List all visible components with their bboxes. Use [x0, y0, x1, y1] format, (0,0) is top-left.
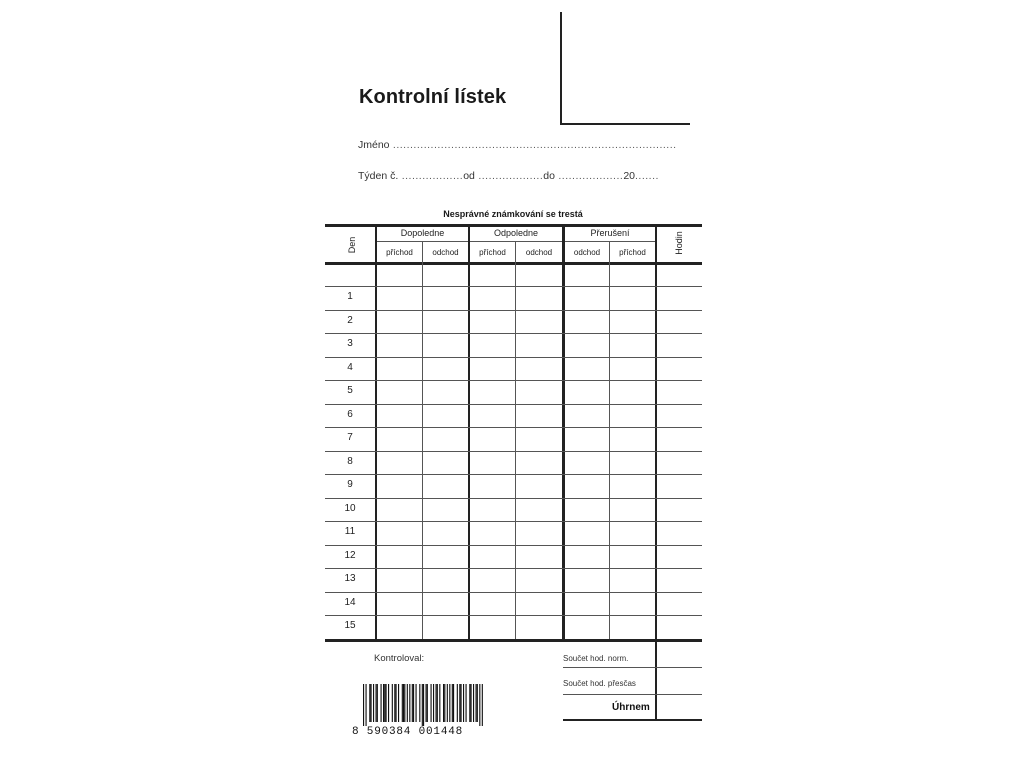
- hours-column-header: Hodin: [674, 231, 684, 255]
- row-line: [325, 615, 702, 616]
- week-field: Týden č. ..................od ...................do ...................20.......: [358, 170, 659, 182]
- name-label: Jméno: [358, 139, 390, 151]
- subheader-arrival: příchod: [386, 248, 413, 257]
- barcode-bar: [383, 684, 384, 722]
- row-line: [325, 404, 702, 405]
- name-field: [358, 139, 677, 151]
- barcode-bar: [437, 684, 438, 722]
- col-line-hours: [655, 226, 657, 720]
- barcode-bar: [477, 684, 478, 722]
- barcode-bar: [407, 684, 408, 722]
- barcode-bar: [439, 684, 440, 722]
- barcode-bar: [386, 684, 387, 722]
- barcode-bar: [443, 684, 444, 722]
- barcode-bar: [457, 684, 458, 722]
- col-line: [468, 226, 470, 640]
- day-number: 13: [344, 573, 356, 584]
- row-line: [325, 451, 702, 452]
- barcode-bar: [396, 684, 397, 722]
- group-header-afternoon: Odpoledne: [493, 228, 539, 238]
- document-title: Kontrolní lístek: [359, 86, 507, 108]
- subheader-arrival: příchod: [619, 248, 646, 257]
- corner-mark-horizontal: [560, 123, 690, 125]
- barcode-bar: [404, 684, 405, 722]
- day-number: 11: [344, 526, 356, 537]
- barcode-bar: [394, 684, 395, 722]
- group-header-morning: Dopoledne: [400, 228, 445, 238]
- barcode-bar: [453, 684, 454, 722]
- subheader-departure: odchod: [525, 248, 553, 257]
- barcode-image: [363, 684, 483, 726]
- day-number: 14: [344, 597, 356, 608]
- day-number: 3: [347, 338, 353, 349]
- barcode-bar: [416, 684, 417, 722]
- barcode-bar: [381, 684, 382, 722]
- col-line: [609, 241, 610, 640]
- barcode-bar: [376, 684, 377, 722]
- total-label: Úhrnem: [612, 702, 650, 713]
- barcode-bar: [422, 684, 423, 726]
- barcode-bar: [427, 684, 428, 722]
- barcode-bar: [392, 684, 393, 722]
- row-line: [325, 474, 702, 475]
- day-number: 12: [344, 550, 356, 561]
- barcode-bar: [398, 684, 399, 722]
- group-header-break: Přerušení: [590, 228, 630, 238]
- sum-norm-label: Součet hod. norm.: [563, 654, 629, 663]
- name-dotted-line: ...................................................................................: [389, 139, 677, 151]
- row-line: [325, 380, 702, 381]
- barcode-bar: [444, 684, 445, 722]
- day-number: 6: [347, 409, 353, 420]
- barcode-bar: [461, 684, 462, 722]
- row-line: [325, 357, 702, 358]
- subheader-departure: odchod: [432, 248, 459, 257]
- day-number: 15: [344, 620, 356, 631]
- from-label: od: [463, 170, 475, 182]
- row-line: [325, 333, 702, 334]
- barcode-bar: [363, 684, 364, 726]
- barcode-bar: [413, 684, 414, 722]
- day-number: 4: [347, 362, 353, 373]
- footer-line: [563, 694, 702, 695]
- barcode-bar: [452, 684, 453, 722]
- barcode-bar: [479, 684, 480, 726]
- barcode-bar: [469, 684, 470, 722]
- day-number: 5: [347, 385, 353, 396]
- barcode-bar: [431, 684, 432, 722]
- barcode-bar: [463, 684, 464, 722]
- barcode-bar: [476, 684, 477, 722]
- day-number: 1: [347, 291, 353, 302]
- year-prefix: 20: [623, 170, 635, 182]
- header-bottom-border: [325, 262, 702, 265]
- checked-by-label: Kontroloval:: [374, 653, 425, 664]
- barcode-bar: [449, 684, 450, 722]
- day-number: 2: [347, 315, 353, 326]
- col-line-day: [375, 226, 377, 640]
- col-line: [562, 226, 565, 640]
- warning-text: Nesprávné známkování se trestá: [443, 209, 583, 219]
- day-column-header: Den: [347, 236, 357, 254]
- table-bottom-border: [325, 639, 702, 642]
- barcode-bar: [369, 684, 370, 722]
- barcode-bar: [409, 684, 410, 722]
- barcode-bar: [366, 684, 367, 726]
- barcode-bar: [377, 684, 378, 722]
- table-top-border: [325, 224, 702, 227]
- day-number: 7: [347, 432, 353, 443]
- day-number: 9: [347, 479, 353, 490]
- row-line: [325, 498, 702, 499]
- barcode-bar: [466, 684, 467, 722]
- barcode-bar: [419, 684, 420, 722]
- row-line: [325, 545, 702, 546]
- row-line: [325, 521, 702, 522]
- col-line: [515, 241, 516, 640]
- row-line: [325, 286, 702, 287]
- week-label: Týden č.: [358, 170, 399, 182]
- barcode-bar: [471, 684, 472, 722]
- barcode-bar: [473, 684, 474, 722]
- to-label: do: [543, 170, 555, 182]
- footer-bottom-border: [563, 719, 702, 721]
- row-line: [325, 592, 702, 593]
- barcode-bar: [373, 684, 374, 722]
- sum-overtime-label: Součet hod. přesčas: [563, 679, 636, 688]
- col-line: [422, 241, 423, 640]
- barcode-bar: [433, 684, 434, 722]
- barcode-bar: [447, 684, 448, 722]
- footer-line: [563, 667, 702, 668]
- day-number: 10: [344, 503, 356, 514]
- barcode-bar: [412, 684, 413, 722]
- group-header-line: [375, 241, 657, 242]
- barcode-bar: [482, 684, 483, 726]
- barcode-bar: [459, 684, 460, 722]
- row-line: [325, 310, 702, 311]
- barcode-bar: [403, 684, 404, 722]
- barcode-bar: [426, 684, 427, 722]
- barcode-bar: [388, 684, 389, 722]
- barcode-bar: [423, 684, 424, 726]
- row-line: [325, 427, 702, 428]
- barcode-bar: [436, 684, 437, 722]
- row-line: [325, 568, 702, 569]
- subheader-arrival: příchod: [479, 248, 506, 257]
- barcode-bar: [384, 684, 385, 722]
- barcode-bar: [402, 684, 403, 722]
- day-number: 8: [347, 456, 353, 467]
- barcode-bar: [371, 684, 372, 722]
- barcode-digits: 8 590384 001448: [352, 726, 464, 738]
- subheader-departure: odchod: [573, 248, 601, 257]
- corner-mark-vertical: [560, 12, 562, 125]
